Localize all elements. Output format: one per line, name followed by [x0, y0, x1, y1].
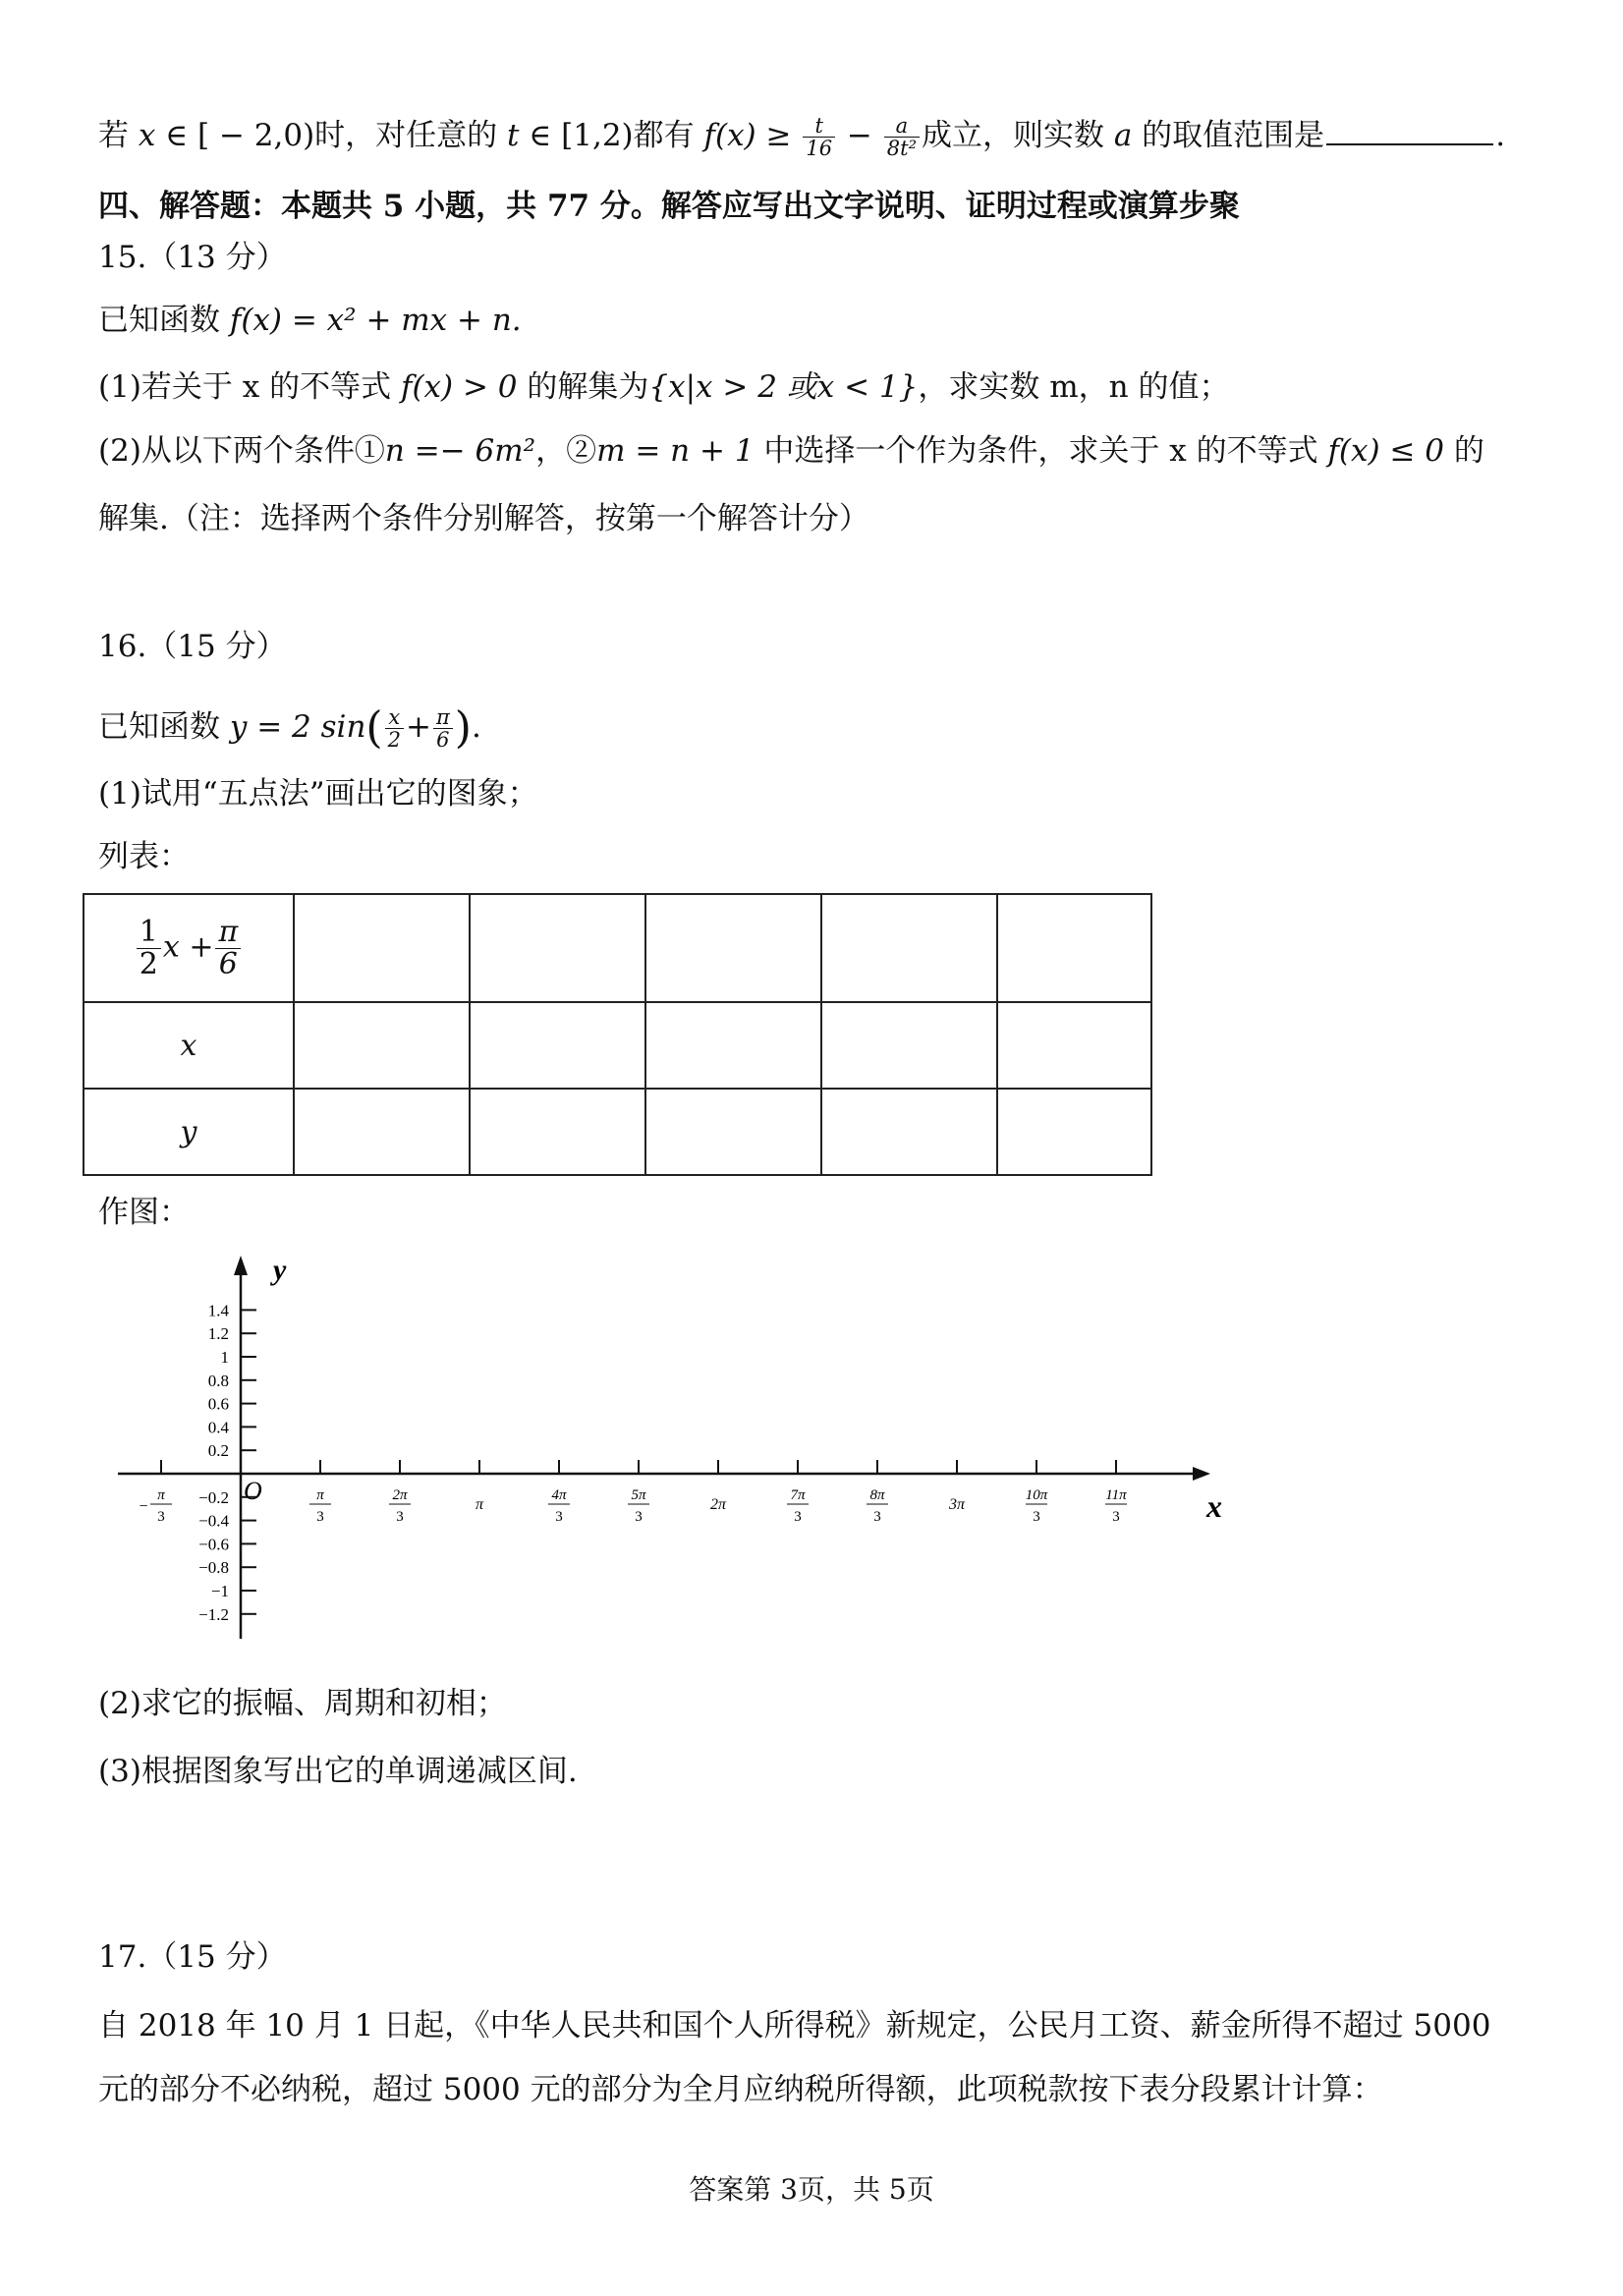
plot-label: 作图： [98, 1195, 190, 1230]
answer-blank[interactable] [1326, 114, 1493, 145]
svg-text:3: 3 [873, 1509, 881, 1525]
svg-text:2π: 2π [392, 1487, 408, 1503]
table-row-label-phase: $\frac{1}{2}$ x + $\frac{\pi}{6}$ [84, 894, 294, 1002]
svg-text:3: 3 [794, 1509, 802, 1525]
q15-given: 已知函数 f(x) = x² + mx + n. [98, 303, 522, 338]
section-heading: 四、解答题：本题共 5 小题，共 77 分。解答应写出文字说明、证明过程或演算步聚 [98, 189, 1240, 224]
table-cell[interactable] [645, 1089, 821, 1175]
svg-text:3: 3 [1112, 1509, 1120, 1525]
fraction-a-8t2: $\frac{a}{\text{8t²}}$ [884, 115, 920, 159]
table-cell[interactable] [470, 1002, 645, 1089]
table-cell[interactable] [294, 1002, 470, 1089]
svg-text:5π: 5π [631, 1487, 646, 1503]
coordinate-graph [0, 1238, 1277, 1651]
y-tick-label: −0.4 [198, 1511, 229, 1531]
q14-condition-line: 若 x ∈ [ − 2,0)时，对任意的 t ∈ [1,2)都有 f(x) ≥ $\frac{t}{16}$ − $\frac{a}{\text{8t²}}$ 成立，则实数 a 的取值范围是 . [98, 114, 1506, 160]
five-point-table [83, 893, 1152, 1176]
svg-text:3: 3 [555, 1509, 563, 1525]
table-cell[interactable] [821, 1002, 997, 1089]
q17-line1: 自 2018 年 10 月 1 日起，《中华人民共和国个人所得税》新规定，公民月工资、薪金所得不超过 5000 [98, 2008, 1491, 2044]
svg-text:4π: 4π [551, 1487, 567, 1503]
table-cell[interactable] [821, 1089, 997, 1175]
svg-text:7π: 7π [790, 1487, 806, 1503]
x-tick-label [628, 1487, 649, 1525]
q16-part1: (1)试用“五点法”画出它的图象； [98, 776, 538, 812]
x-tick-label [1105, 1487, 1127, 1525]
q16-given: 已知函数 y = 2 sin( $\frac{x}{2}$ + $\frac{\pi}{6}$ ). [98, 702, 481, 754]
x-tick-label [309, 1487, 331, 1525]
x-tick-label [787, 1487, 809, 1525]
x-axis-label: x [1206, 1488, 1222, 1524]
svg-text:3: 3 [316, 1509, 324, 1525]
q16-part2: (2)求它的振幅、周期和初相； [98, 1686, 507, 1721]
x-tick-label: 3π [948, 1496, 966, 1513]
svg-text:3: 3 [635, 1509, 643, 1525]
q17-line2: 元的部分不必纳税，超过 5000 元的部分为全月应纳税所得额，此项税款按下表分段累计计算： [98, 2072, 1383, 2107]
x-tick-label [867, 1487, 888, 1525]
q15-part1: (1)若关于 x 的不等式 f(x) > 0 的解集为{x|x > 2 或x < 1}，求实数 m，n 的值； [98, 369, 1230, 405]
svg-text:π: π [316, 1487, 324, 1503]
q15-title: 15.（13 分） [98, 240, 287, 275]
svg-text:10π: 10π [1025, 1487, 1048, 1503]
table-cell[interactable] [645, 894, 821, 1002]
table-cell[interactable] [470, 894, 645, 1002]
svg-text:8π: 8π [869, 1487, 885, 1503]
y-tick-label: −1.2 [198, 1604, 229, 1624]
table-cell[interactable] [997, 894, 1151, 1002]
y-tick-label: 1.2 [207, 1324, 229, 1344]
y-tick-label: 0.6 [207, 1394, 229, 1414]
origin-label: O [244, 1477, 262, 1505]
y-tick-label: 0.4 [207, 1418, 229, 1437]
table-cell[interactable] [294, 1089, 470, 1175]
y-tick-label: 1 [220, 1348, 229, 1367]
x-tick-label [139, 1487, 172, 1525]
svg-text:11π: 11π [1105, 1487, 1127, 1503]
list-label: 列表： [98, 839, 190, 874]
x-tick-label [389, 1487, 411, 1525]
table-cell[interactable] [470, 1089, 645, 1175]
x-tick-label [1026, 1487, 1048, 1525]
table-cell[interactable] [294, 894, 470, 1002]
table-cell[interactable] [997, 1089, 1151, 1175]
q15-part2: (2)从以下两个条件①n =− 6m²，②m = n + 1 中选择一个作为条件，求关于 x 的不等式 f(x) ≤ 0 的 [98, 433, 1484, 469]
y-tick-label: 0.8 [207, 1371, 229, 1390]
table-cell[interactable] [821, 894, 997, 1002]
q16-part3: (3)根据图象写出它的单调递减区间. [98, 1754, 578, 1789]
table-cell[interactable] [645, 1002, 821, 1089]
table-row-label-x: x [84, 1002, 294, 1089]
y-tick-label: −1 [210, 1582, 229, 1600]
x-tick-label: π [475, 1496, 484, 1513]
fraction-t-16: $\frac{t}{16}$ [803, 115, 835, 159]
svg-text:3: 3 [1033, 1509, 1040, 1525]
svg-text:3: 3 [396, 1509, 404, 1525]
x-tick-label: 2π [709, 1496, 727, 1513]
y-tick-label: −0.2 [198, 1487, 229, 1507]
x-axis-arrow [1193, 1467, 1210, 1481]
page-footer: 答案第 3页，共 5页 [689, 2173, 934, 2206]
y-axis-arrow [234, 1256, 248, 1275]
svg-text:π: π [157, 1487, 165, 1503]
table-cell[interactable] [997, 1002, 1151, 1089]
y-tick-label: 1.4 [207, 1301, 229, 1320]
x-tick-label [548, 1487, 570, 1525]
table-row-label-y: y [84, 1089, 294, 1175]
y-tick-label: 0.2 [207, 1441, 229, 1461]
y-axis-label: y [273, 1254, 287, 1286]
svg-text:3: 3 [157, 1509, 165, 1525]
y-tick-label: −0.6 [198, 1535, 229, 1554]
q16-title: 16.（15 分） [98, 629, 287, 664]
svg-text:−: − [139, 1498, 148, 1515]
y-tick-label: −0.8 [198, 1558, 229, 1578]
q15-part2-line2: 解集.（注：选择两个条件分别解答，按第一个解答计分） [98, 501, 869, 536]
q17-title: 17.（15 分） [98, 1939, 287, 1975]
